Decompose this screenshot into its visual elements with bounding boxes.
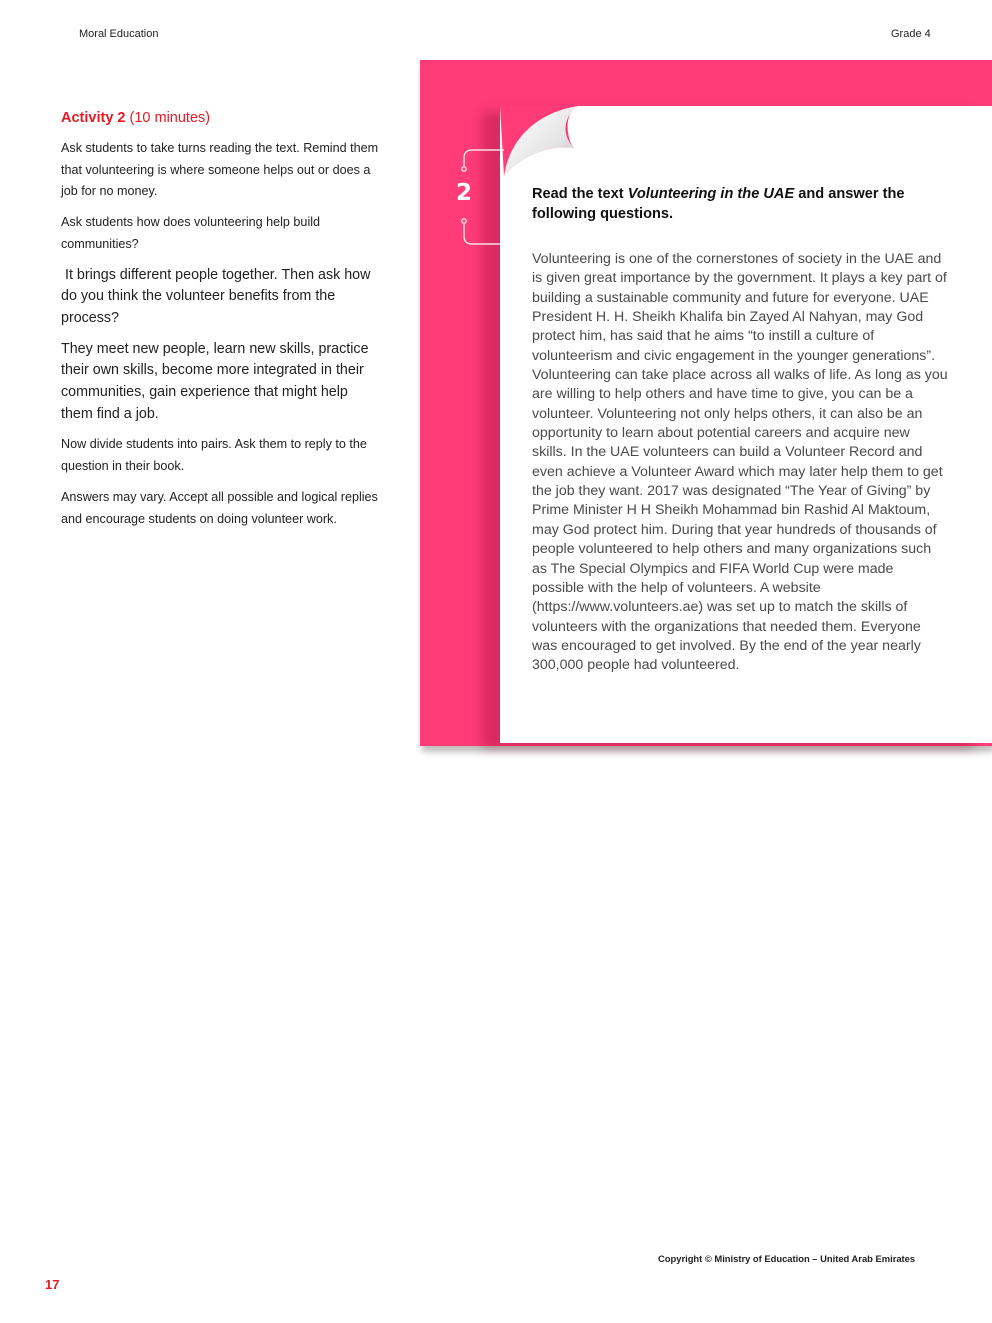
notes-paragraph: Now divide students into pairs. Ask them to reply to the question in their book. bbox=[61, 437, 367, 474]
reading-passage: Volunteering is one of the cornerstones of society in the UAE and is given great importance by the government. It plays a key part of building a sustainable community and future for everyone. UAE President H. H. Sheikh Khalifa bin Zayed Al Nahyan, may God protect him, has said that he aims “to instill a culture of volunteerism and civic engagement in the younger generations”. Volunteering can take place across all walks of life. As long as you are willing to help others and have time to give, you can be a volunteer. Volunteering not only helps others, it can also be an opportunity to learn about potential careers and acquire new skills. In the UAE volunteers can build a Volunteer Record and even achieve a Volunteer Award which may later help them to get the job they want. 2017 was designated “The Year of Giving” by Prime Minister H H Sheikh Mohammad bin Rashid Al Maktoum, may God protect him. During that year hundreds of thousands of people volunteered to help others and many organizations such as The Special Olympics and FIFA World Cup were made possible with the help of volunteers. A website (https://www.volunteers.ae) was set up to match the skills of volunteers with the organizations that needed them. Everyone was encouraged to get involved. By the end of the year nearly 300,000 people had volunteered. bbox=[532, 251, 948, 674]
header-grade: Grade 4 bbox=[891, 28, 931, 40]
copyright-notice: Copyright © Ministry of Education – United Arab Emirates bbox=[658, 1253, 916, 1264]
page-number: 17 bbox=[45, 1277, 60, 1292]
notes-paragraph: Answers may vary. Accept all possible and logical replies and encourage students on doing volunteer work. bbox=[61, 489, 378, 526]
instruction-pre: Read the text bbox=[532, 186, 628, 202]
notes-paragraph: They meet new people, learn new skills, practice their own skills, become more integrated in their communities, gain experience that might help them find a job. bbox=[61, 340, 369, 422]
instruction-post: and answer the following questions. bbox=[532, 186, 905, 222]
activity-label: Activity 2 bbox=[61, 110, 126, 126]
text-title: Volunteering in the UAE bbox=[627, 186, 795, 202]
activity-title bbox=[61, 110, 383, 126]
page-curl-icon bbox=[500, 106, 580, 186]
activity-duration: (10 minutes) bbox=[125, 110, 211, 126]
notes-paragraph: Ask students to take turns reading the text. Remind them that volunteering is where someone helps out or does a job for no money. bbox=[61, 141, 379, 199]
exercise-instruction bbox=[532, 184, 952, 224]
header-subject: Moral Education bbox=[79, 28, 159, 40]
notes-paragraph: It brings different people together. Then ask how do you think the volunteer benefits from the process? bbox=[61, 266, 375, 326]
teacher-notes bbox=[61, 110, 383, 539]
notes-paragraph: Ask students how does volunteering help build communities? bbox=[61, 215, 321, 251]
exercise-number: 2 bbox=[455, 180, 472, 206]
